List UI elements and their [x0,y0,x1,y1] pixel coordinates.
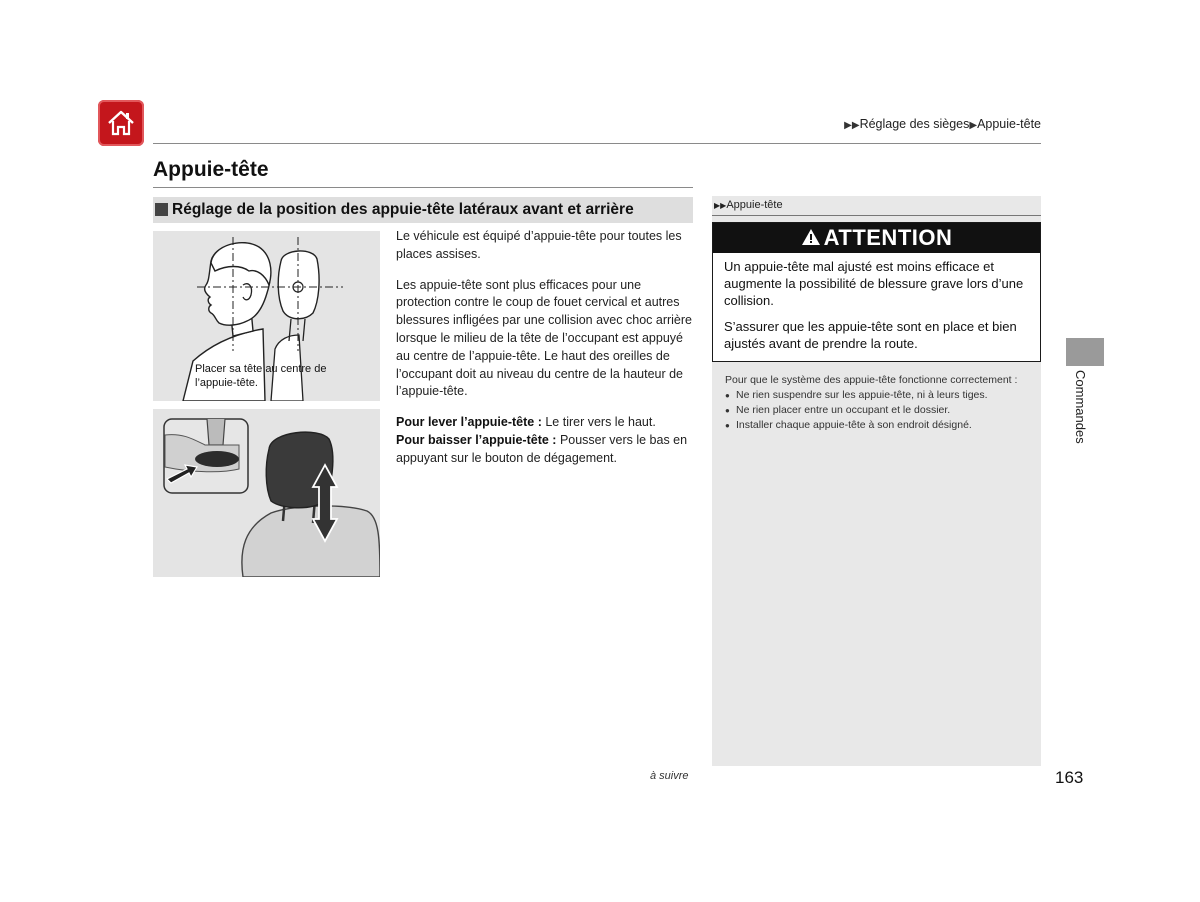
lower-label: Pour baisser l’appuie-tête : [396,432,557,447]
breadcrumb-arrow-icon: ▶▶ [844,120,860,131]
raise-instruction [396,414,694,432]
lower-instruction [396,432,694,468]
breadcrumb-link-seats[interactable]: Réglage des sièges [859,117,970,131]
note-list [725,388,1025,433]
continued-label: à suivre [650,770,689,782]
page-title: Appuie-tête [153,158,269,181]
attention-header [713,223,1040,253]
sidebar-note [725,373,1025,433]
head-position-illustration [153,231,380,401]
chapter-tab-label: Commandes [1073,370,1088,444]
title-divider [153,187,693,188]
sidebar-header-text[interactable]: ▶▶Appuie-tête [714,199,783,211]
breadcrumb-link-headrest[interactable]: Appuie-tête [977,117,1041,131]
attention-title: ATTENTION [823,225,953,250]
raise-label: Pour lever l’appuie-tête : [396,415,542,430]
header-divider [153,143,1041,144]
list-item: ● Ne rien placer entre un occupant et le dossier. [725,403,1025,418]
breadcrumb [700,117,1041,131]
attention-paragraph-1: Un appuie-tête mal ajusté est moins efficace et augmente la possibilité de blessure grave lors d’une collision. [724,259,1024,308]
warning-triangle-icon [801,228,821,246]
page-number: 163 [1055,768,1084,787]
lower-text: Pousser vers le bas en appuyant sur le bouton de dégagement. [396,432,688,465]
body-text [396,228,694,468]
section-square-icon [155,203,168,216]
explanation-paragraph: Les appuie-tête sont plus efficaces pour une protection contre le coup de fouet cervical et autres blessures infligées par une collision avec choc arrière lorsque le milieu de la tête de l’occupant est appuyé au centre de l’appuie-tête. Le haut des oreilles de l’occupant doit au niveau du centre de la hauteur de l’appuie-tête. [396,277,692,399]
attention-paragraph-2: S’assurer que les appuie-tête sont en place et bien ajustés avant de prendre la route. [724,319,1017,351]
list-item: ● Installer chaque appuie-tête à son endroit désigné. [725,418,1025,433]
chapter-tab[interactable] [1070,370,1090,470]
section-header [153,197,693,223]
figure-caption: Placer sa tête au centre de l’appuie-tête. [195,363,327,389]
headrest-seat-drawing [153,409,380,577]
home-icon [105,107,137,139]
raise-text: Le tirer vers le haut. [541,415,656,430]
headrest-adjustment-illustration [153,409,380,577]
reference-icon: ▶▶ [714,201,727,210]
home-button[interactable] [98,100,144,146]
breadcrumb-arrow-icon: ▶ [969,120,978,131]
attention-body [713,253,1040,352]
note-intro: Pour que le système des appuie-tête fonctionne correctement : [725,374,1018,386]
chapter-tab-marker[interactable] [1066,338,1104,366]
attention-box [712,222,1041,362]
intro-paragraph: Le véhicule est équipé d’appuie-tête pour toutes les places assises. [396,229,682,261]
sidebar-header [712,196,1041,216]
sidebar-notes [712,196,1041,766]
section-title: Réglage de la position des appuie-tête latéraux avant et arrière [172,201,634,218]
list-item: ● Ne rien suspendre sur les appuie-tête, ni à leurs tiges. [725,388,1025,403]
